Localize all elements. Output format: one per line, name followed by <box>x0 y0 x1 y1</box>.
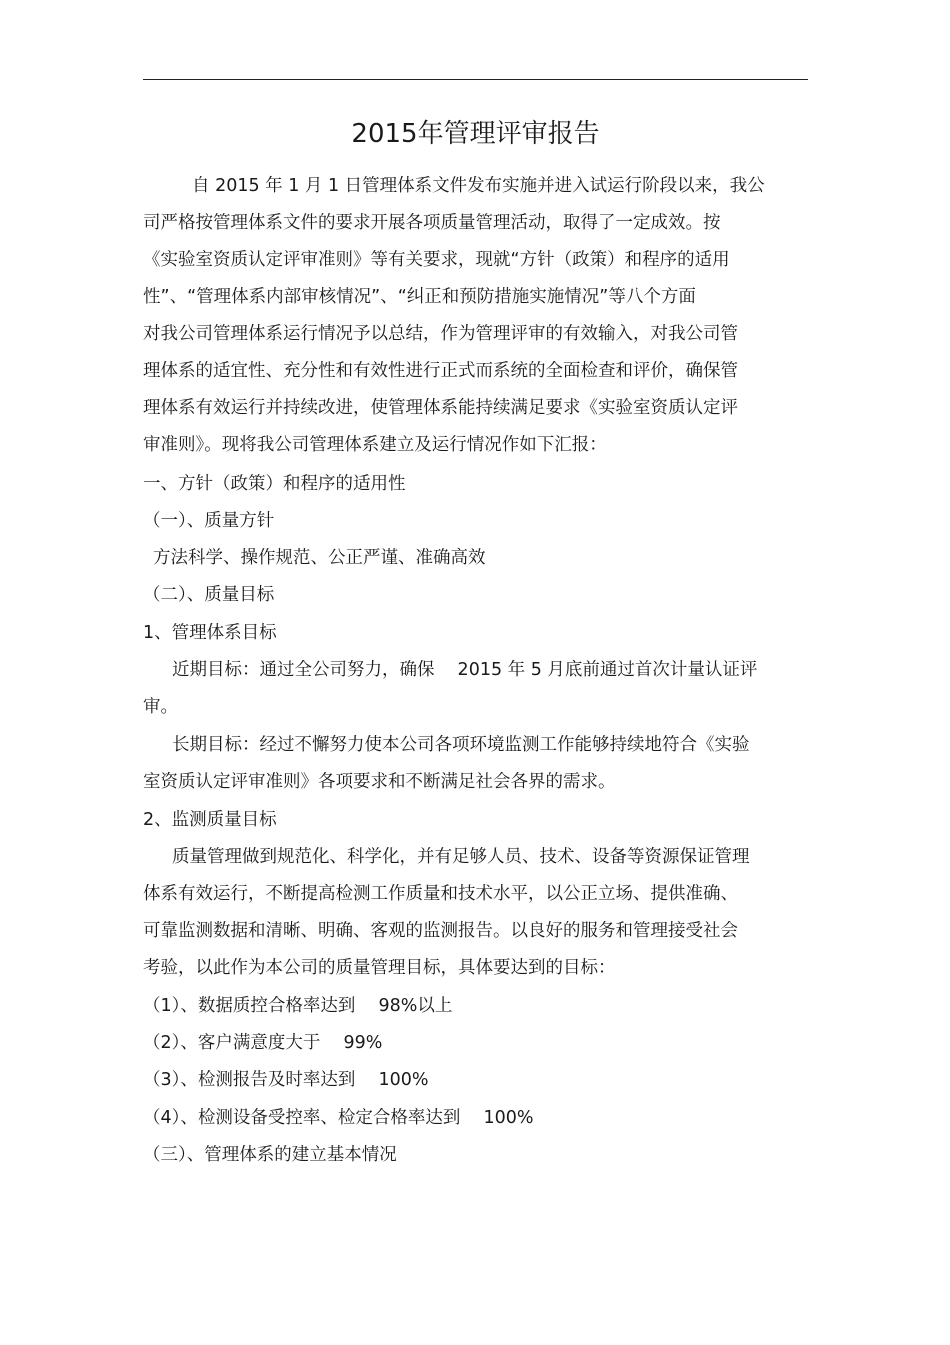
subsection-heading: （二）、质量目标 <box>143 585 275 605</box>
body-line: 司严格按管理体系文件的要求开展各项质量管理活动，取得了一定成效。按 <box>143 213 721 233</box>
subsection-heading: （一）、质量方针 <box>143 511 275 531</box>
section-heading: 一、方针（政策）和程序的适用性 <box>143 474 406 494</box>
subsection-heading: （三）、管理体系的建立基本情况 <box>143 1145 397 1165</box>
body-line: 理体系的适宜性、充分性和有效性进行正式而系统的全面检查和评价，确保管 <box>143 361 738 381</box>
header-rule <box>143 79 808 80</box>
body-line: 体系有效运行，不断提高检测工作质量和技术水平，以公正立场、提供准确、 <box>143 884 738 904</box>
body-line: 审准则》。现将我公司管理体系建立及运行情况作如下汇报： <box>143 435 607 455</box>
body-line: 近期目标：通过全公司努力，确保 2015 年 5 月底前通过首次计量认证评 <box>172 660 758 680</box>
body-line: 对我公司管理体系运行情况予以总结，作为管理评审的有效输入，对我公司管 <box>143 324 738 344</box>
body-line: 可靠监测数据和清晰、明确、客观的监测报告。以良好的服务和管理接受社会 <box>143 921 738 941</box>
body-line: 理体系有效运行并持续改进，使管理体系能持续满足要求《实验室资质认定评 <box>143 398 738 418</box>
body-line: 考验，以此作为本公司的质量管理目标，具体要达到的目标： <box>143 958 616 978</box>
body-line: 《实验室资质认定评审准则》等有关要求，现就“方针（政策）和程序的适用 <box>143 250 730 270</box>
body-line: 质量管理做到规范化、科学化，并有足够人员、技术、设备等资源保证管理 <box>172 847 750 867</box>
list-item: （2）、客户满意度大于 99% <box>143 1033 383 1053</box>
body-line: 长期目标：经过不懈努力使本公司各项环境监测工作能够持续地符合《实验 <box>172 735 750 755</box>
body-line: 审。 <box>143 697 178 717</box>
list-item: （3）、检测报告及时率达到 100% <box>143 1070 429 1090</box>
body-line: 自 2015 年 1 月 1 日管理体系文件发布实施并进入试运行阶段以来，我公 <box>192 176 765 196</box>
body-line: 室资质认定评审准则》各项要求和不断满足社会各界的需求。 <box>143 772 616 792</box>
subsection-heading: 1、管理体系目标 <box>143 623 277 643</box>
body-line: 性”、“管理体系内部审核情况”、“纠正和预防措施实施情况”等八个方面 <box>143 287 696 307</box>
list-item: （4）、检测设备受控率、检定合格率达到 100% <box>143 1108 534 1128</box>
subsection-heading: 2、监测质量目标 <box>143 810 277 830</box>
list-item: （1）、数据质控合格率达到 98%以上 <box>143 996 453 1016</box>
document-title: 2015年管理评审报告 <box>351 119 600 149</box>
body-line: 方法科学、操作规范、公正严谨、准确高效 <box>153 548 486 568</box>
